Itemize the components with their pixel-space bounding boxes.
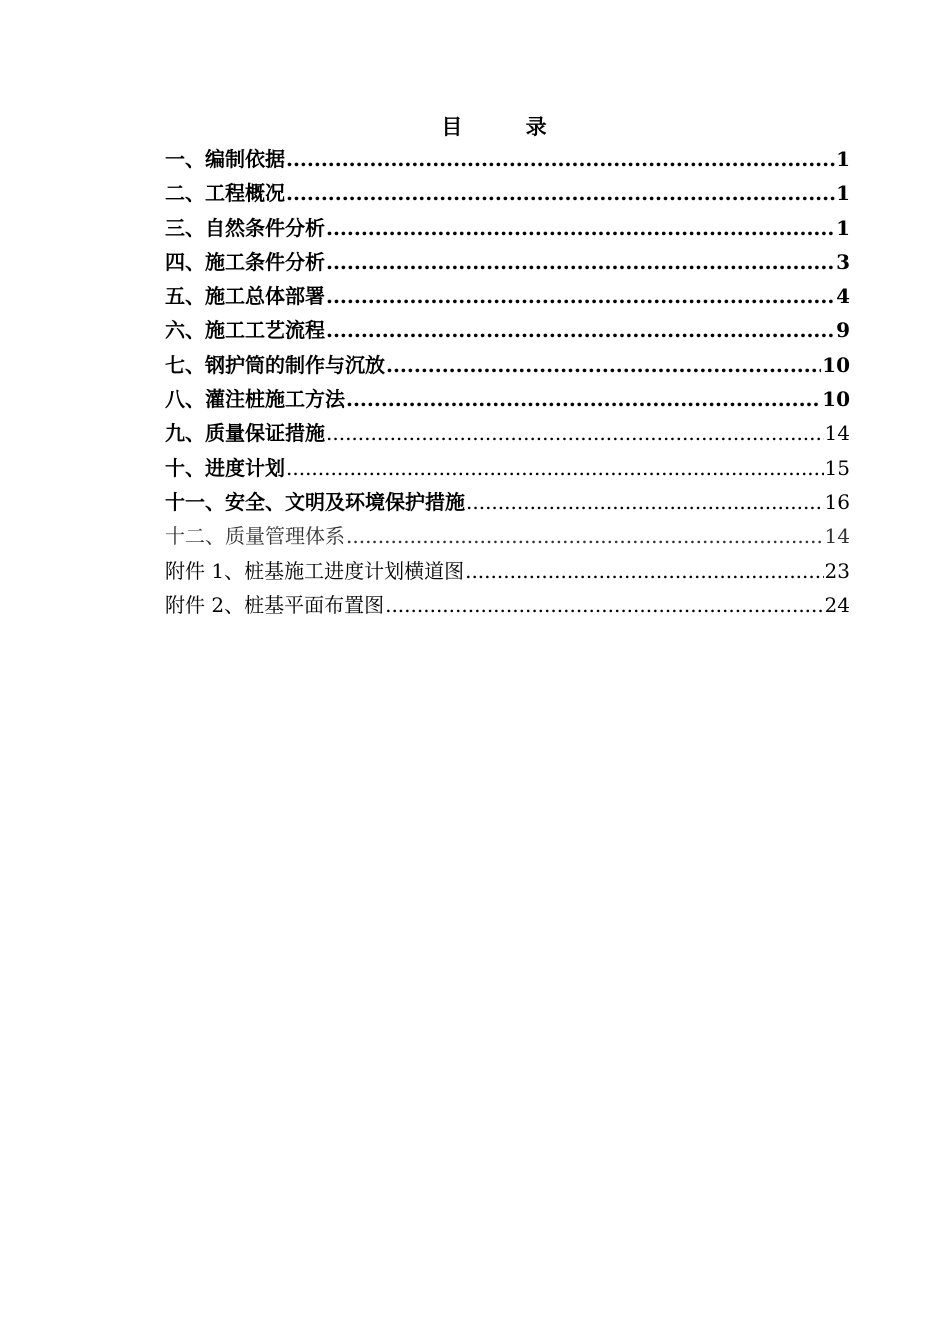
toc-leader-dots [286, 451, 824, 485]
toc-leader-dots [465, 554, 823, 588]
toc-entry-label: 九、质量保证措施 [165, 421, 325, 446]
toc-entry[interactable] [165, 416, 850, 450]
toc-entry-label: 四、施工条件分析 [165, 249, 325, 274]
toc-entry[interactable] [165, 211, 850, 245]
toc-entry[interactable] [165, 485, 850, 519]
toc-entry-label: 六、施工工艺流程 [165, 318, 325, 343]
toc-entry-page: 16 [824, 489, 850, 514]
toc-leader-dots [286, 176, 835, 210]
toc-leader-dots [385, 588, 823, 622]
toc-entry-label: 十二、质量管理体系 [165, 524, 345, 549]
toc-entry-page: 14 [824, 524, 850, 549]
toc-leader-dots [326, 245, 835, 279]
toc-entry-page: 1 [836, 147, 850, 171]
toc-entry[interactable] [165, 176, 850, 210]
toc-entry-page: 4 [836, 284, 850, 309]
toc-entry-label: 十、进度计划 [165, 455, 285, 480]
toc-leader-dots [326, 279, 835, 313]
toc-entry-label: 五、施工总体部署 [165, 284, 325, 309]
toc-leader-dots [346, 519, 824, 553]
toc-entry[interactable] [165, 382, 850, 416]
toc-title: 目 录 [441, 114, 575, 139]
toc-entry[interactable] [165, 142, 850, 176]
toc-entry-page: 24 [824, 592, 850, 617]
toc-entry-page: 10 [822, 352, 850, 377]
toc-entry-label: 一、编制依据 [165, 147, 285, 171]
toc-entry-page: 1 [836, 181, 850, 206]
toc-entry[interactable] [165, 554, 850, 588]
toc-leader-dots [386, 348, 821, 382]
toc-entry-page: 1 [836, 215, 850, 240]
toc-entry[interactable] [165, 451, 850, 485]
toc-entry-page: 9 [836, 318, 850, 343]
toc-entry-page: 15 [824, 455, 850, 480]
toc-entry-page: 3 [836, 249, 850, 274]
toc-entry-page: 23 [824, 558, 850, 583]
toc-leader-dots [326, 313, 835, 347]
toc-leader-dots [326, 416, 824, 450]
toc-leader-dots [326, 211, 835, 245]
toc-entry[interactable] [165, 245, 850, 279]
table-of-contents [165, 142, 850, 622]
toc-entry-label: 附件 1、桩基施工进度计划横道图 [165, 558, 465, 583]
toc-entry[interactable] [165, 348, 850, 382]
toc-leader-dots [346, 382, 821, 416]
toc-entry[interactable] [165, 588, 850, 622]
toc-leader-dots [466, 485, 824, 519]
toc-entry[interactable] [165, 279, 850, 313]
toc-leader-dots [286, 142, 835, 176]
toc-entry-label: 十一、安全、文明及环境保护措施 [165, 489, 465, 514]
toc-entry[interactable] [165, 313, 850, 347]
toc-entry-label: 八、灌注桩施工方法 [165, 387, 345, 412]
toc-entry-page: 14 [824, 421, 850, 446]
toc-entry-label: 二、工程概况 [165, 181, 285, 206]
toc-entry-label: 附件 2、桩基平面布置图 [165, 592, 385, 617]
toc-entry[interactable] [165, 519, 850, 553]
toc-entry-label: 七、钢护筒的制作与沉放 [165, 352, 385, 377]
toc-entry-label: 三、自然条件分析 [165, 215, 325, 240]
toc-entry-page: 10 [822, 387, 850, 412]
